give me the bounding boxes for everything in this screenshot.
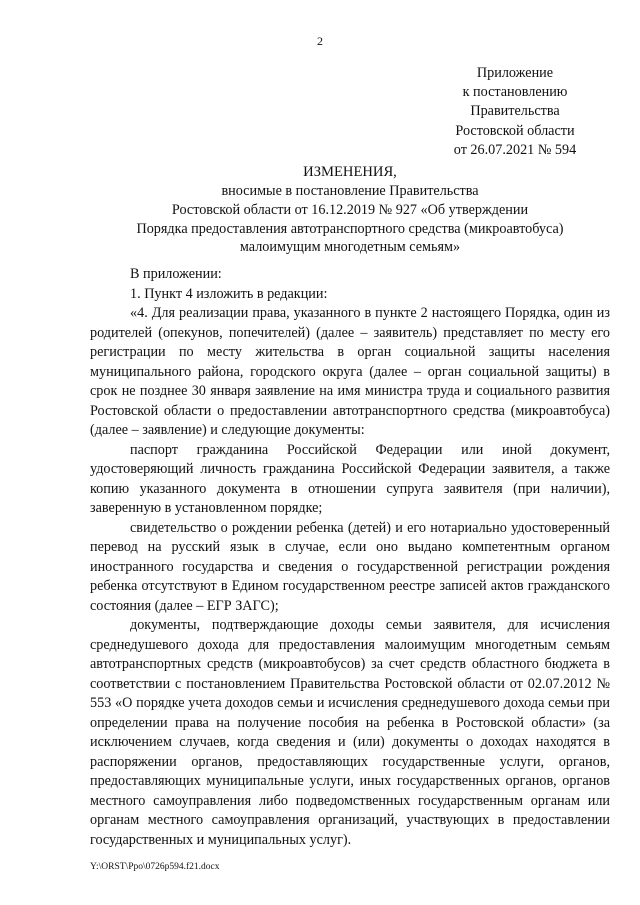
body-paragraph: 1. Пункт 4 изложить в редакции: — [130, 285, 328, 302]
heading-line: вносимые в постановление Правительства — [221, 183, 479, 199]
appendix-line: к постановлению — [462, 84, 568, 101]
heading-line: Ростовской области от 16.12.2019 № 927 «Об утверждении — [171, 201, 529, 218]
appendix-line: от 26.07.2021 № 594 — [453, 141, 577, 158]
body-paragraph: В приложении: — [130, 266, 222, 282]
appendix-line: Приложение — [476, 65, 554, 81]
appendix-block — [430, 64, 600, 160]
body-paragraph: документы, подтверждающие доходы семьи заявителя, для исчисления среднедушевого дохода для предоставления малоимущим многодетным семьям автотранспортных средств (микроавтобусов) за счет средств областного бюджета в соответствии с постановлением Правительства Ростовской области от 02.07.2012 № 553 «О порядке учета доходов семьи и исчисления среднедушевого дохода семьи при определении права на получение пособия на ребенка в Ростовской области» (за исключением случаев, когда сведения и (или) документы о доходах находятся в распоряжении органов, предоставляющих государственные услуги, органов, предоставляющих муниципальные услуги, иных государственных органов, органов местного самоуправления либо подведомственных государственным органам или органам местного самоуправления организаций, участвующих в предоставлении государственных и муниципальных услуг). — [90, 617, 610, 848]
body-paragraph: «4. Для реализации права, указанного в пункте 2 настоящего Порядка, один из родителей (опекунов, попечителей) (далее – заявитель) представляет по месту его регистрации по месту жительства в орган социальной защиты населения муниципального района, городского округа (далее – орган социальной защиты) в срок не позднее 30 января заявление на имя министра труда и социального развития Ростовской области о предоставлении автотранспортного средства (микроавтобуса) (далее – заявление) и следующие документы: — [90, 305, 610, 438]
document-body — [90, 265, 610, 850]
body-paragraph: свидетельство о рождении ребенка (детей) и его нотариально удостоверенный перевод на русский язык в случае, если оно выдано компетентным органом иностранного государства и сведения о государственной регистрации рождения ребенка отсутствуют в Едином государственном реестре записей актов гражданского состояния (далее – ЕГР ЗАГС); — [90, 519, 610, 614]
heading-line: малоимущим многодетным семьям» — [239, 239, 461, 256]
appendix-line: Правительства — [470, 103, 560, 120]
body-paragraph: паспорт гражданина Российской Федерации или иной документ, удостоверяющий личность гражданина Российской Федерации заявителя, а также копию указанного документа в отношении супруга заявителя (при наличии), заверенную в установленном порядке; — [90, 441, 610, 516]
document-title: ИЗМЕНЕНИЯ, — [303, 164, 397, 180]
heading-line: Порядка предоставления автотранспортного средства (микроавтобуса) — [136, 220, 564, 237]
file-path-footer: Y:\ORST\Ppo\0726p594.f21.docx — [90, 862, 220, 872]
document-heading — [90, 162, 610, 257]
page-number: 2 — [317, 34, 323, 48]
appendix-line: Ростовской области — [455, 122, 575, 139]
